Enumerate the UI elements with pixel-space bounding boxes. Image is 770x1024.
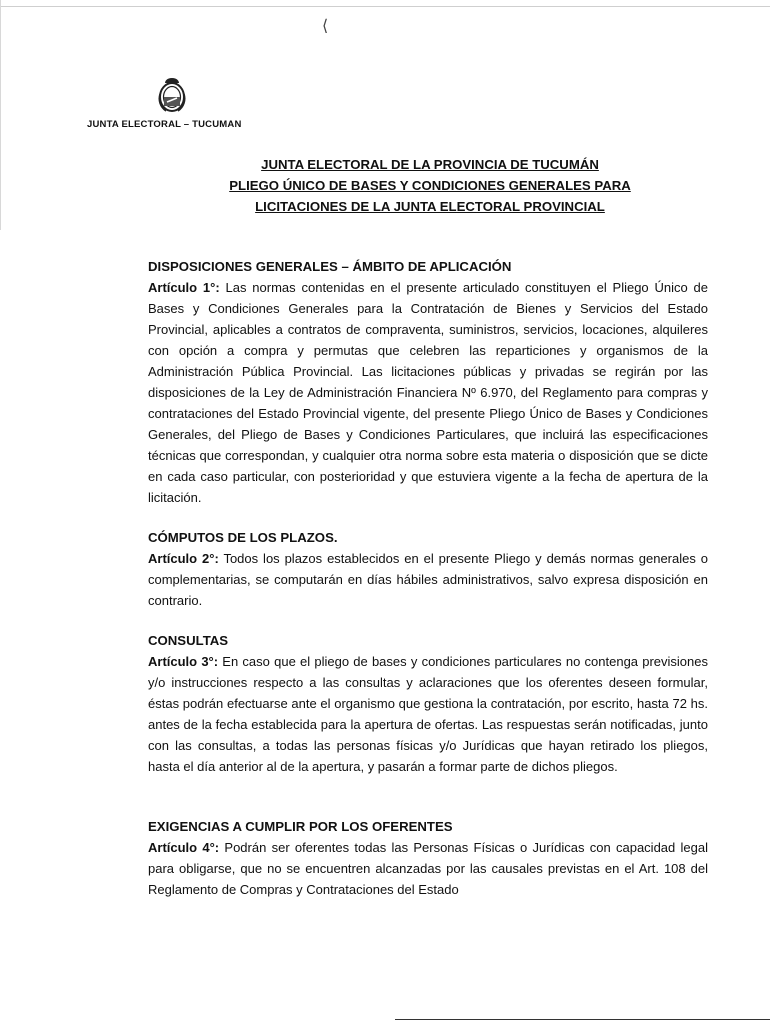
article-number: Artículo 2°: [148, 551, 219, 566]
article-text: Podrán ser oferentes todas las Personas Físicas o Jurídicas con capacidad legal para obligarse, que no se encuentren alcanzadas por las causales previstas en el Art. 108 del Reglamento de Compras y Contrataciones del Estado [148, 840, 708, 897]
article-text: Las normas contenidas en el presente articulado constituyen el Pliego Único de Bases y Condiciones Generales para la Contratación de Bienes y Servicios del Estado Provincial, aplicables a contratos de compraventa, suministros, servicios, locaciones, alquileres con opción a compra y permutas que celebren las reparticiones y organismos de la Administración Pública Provincial. Las licitaciones públicas y privadas se regirán por las disposiciones de la Ley de Administración Financiera Nº 6.970, del Reglamento para compras y contrataciones del Estado Provincial vigente, del presente Pliego Único de Bases y Condiciones Generales, del Pliego de Bases y Condiciones Particulares, que incluirá las especificaciones técnicas que correspondan, y cualquier otra norma sobre esta materia o disposición que se dicte en cada caso particular, con posterioridad y que estuviera vigente a la fecha de apertura de la licitación. [148, 280, 709, 505]
document-title [150, 154, 710, 217]
scan-edge-bottom [395, 1019, 770, 1020]
title-line-3: LICITACIONES DE LA JUNTA ELECTORAL PROVINCIAL [255, 199, 605, 214]
article-paragraph [148, 651, 708, 777]
title-line-2: PLIEGO ÚNICO DE BASES Y CONDICIONES GENERALES PARA [229, 178, 631, 193]
article-number: Artículo 4°: [148, 840, 220, 855]
article-number: Artículo 1°: [148, 280, 220, 295]
section-heading: CONSULTAS [148, 633, 229, 648]
article-paragraph [148, 837, 708, 900]
organization-name: JUNTA ELECTORAL – TUCUMAN [87, 119, 242, 130]
section-heading: DISPOSICIONES GENERALES – ÁMBITO DE APLICACIÓN [148, 259, 512, 274]
provincial-seal-icon [155, 76, 189, 114]
article-number: Artículo 3°: [148, 654, 219, 669]
title-line-1: JUNTA ELECTORAL DE LA PROVINCIA DE TUCUMÁN [261, 157, 599, 172]
document-body [148, 256, 708, 900]
article-paragraph [148, 548, 708, 611]
article-text: En caso que el pliego de bases y condiciones particulares no contenga previsiones y/o instrucciones respecto a las consultas y aclaraciones que los oferentes deseen formular, éstas podrán efectuarse ante el organismo que gestiona la contratación, por escrito, hasta 72 hs. antes de la fecha establecida para la apertura de ofertas. Las respuestas serán notificadas, junto con las consultas, a todas las personas físicas y/o Jurídicas que hayan retirado los pliegos, hasta el día anterior al de la apertura, y pasarán a formar parte de dichos pliegos. [148, 654, 709, 774]
article-paragraph [148, 277, 708, 508]
section-heading: CÓMPUTOS DE LOS PLAZOS. [148, 530, 338, 545]
scan-edge-top [0, 6, 770, 7]
section-heading: EXIGENCIAS A CUMPLIR POR LOS OFERENTES [148, 819, 453, 834]
scan-mark: ⟨ [322, 18, 329, 35]
article-text: Todos los plazos establecidos en el presente Pliego y demás normas generales o complementarias, se computarán en días hábiles administrativos, salvo expresa disposición en contrario. [148, 551, 708, 608]
scan-edge-left [0, 0, 1, 230]
